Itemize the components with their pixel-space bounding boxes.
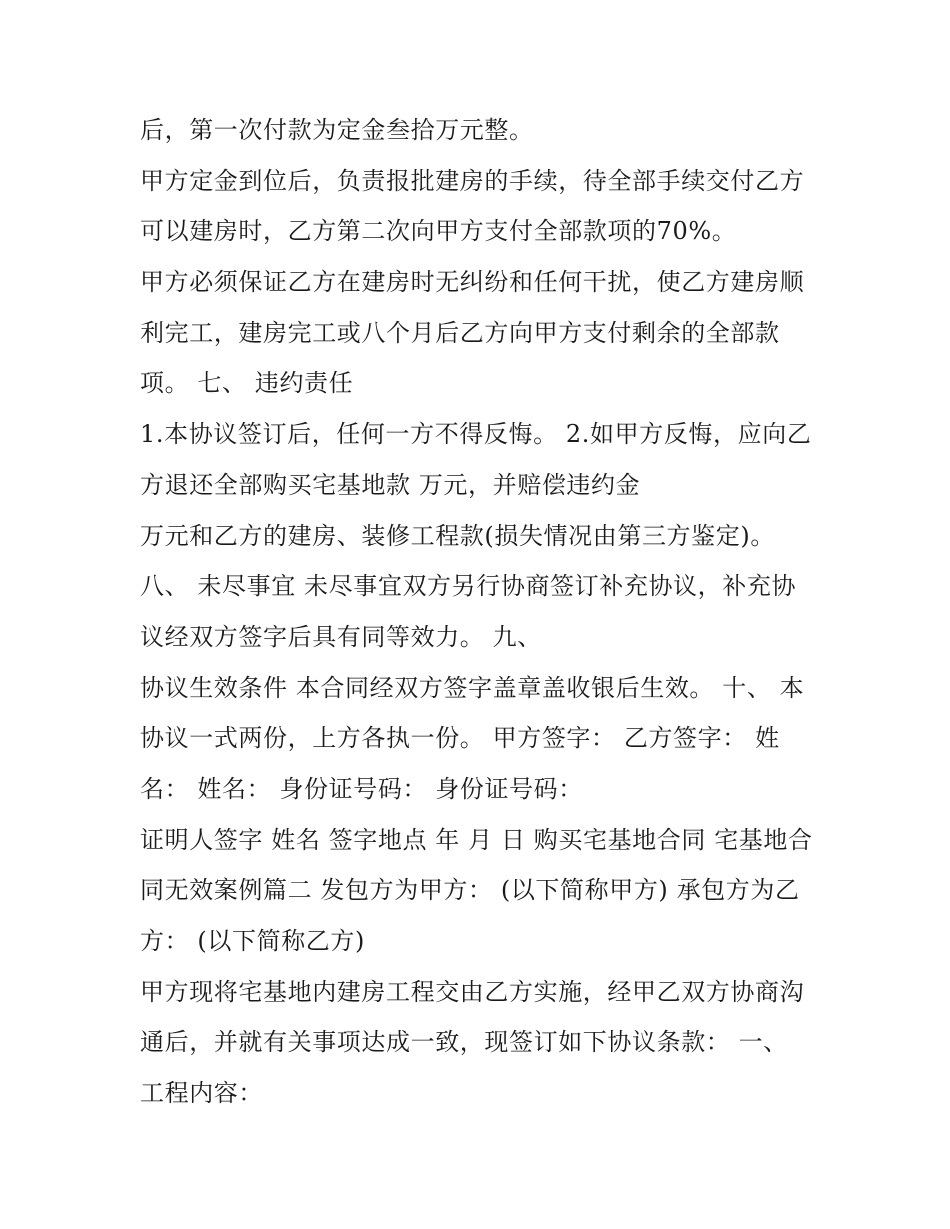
text-line: 甲方定金到位后，负责报批建房的手续，待全部手续交付乙方 (140, 166, 805, 195)
text-line: 通后，并就有关事项达成一致，现签订如下协议条款： 一、 (140, 1028, 788, 1057)
text-line: 协议生效条件 本合同经双方签字盖章盖收银后生效。 十、 本 (140, 673, 805, 702)
text-line: 同无效案例篇二 发包方为甲方： (以下简称甲方) 承包方为乙 (140, 876, 800, 905)
text-line: 后，第一次付款为定金叁拾万元整。 (140, 116, 534, 144)
text-line: 证明人签字 姓名 签字地点 年 月 日 购买宅基地合同 宅基地合 (140, 825, 813, 854)
text-line: 甲方必须保证乙方在建房时无纠纷和任何干扰，使乙方建房顺 (140, 268, 805, 297)
text-line: 利完工，建房完工或八个月后乙方向甲方支付剩余的全部款 (140, 318, 780, 347)
text-line: 八、 未尽事宜 未尽事宜双方另行协商签订补充协议，补充协 (140, 572, 797, 601)
text-line: 工程内容： (140, 1079, 263, 1108)
text-line: 可以建房时，乙方第二次向甲方支付全部款项的70%。 (140, 217, 737, 246)
text-line: 项。 七、 违约责任 (140, 369, 354, 398)
text-line: 1.本协议签订后，任何一方不得反悔。 2.如甲方反悔，应向乙 (140, 420, 812, 449)
text-line: 议经双方签字后具有同等效力。 九、 (140, 622, 542, 651)
document-body (140, 109, 830, 1123)
text-line: 甲方现将宅基地内建房工程交由乙方实施，经甲乙双方协商沟 (140, 977, 805, 1006)
text-line: 方： (以下简称乙方) (140, 927, 365, 955)
text-line: 协议一式两份，上方各执一份。 甲方签字： 乙方签字： 姓 (140, 724, 780, 753)
text-line: 名： 姓名： 身份证号码： 身份证号码： (140, 774, 583, 803)
text-line: 万元和乙方的建房、装修工程款(损失情况由第三方鉴定)。 (140, 521, 775, 550)
text-line: 方退还全部购买宅基地款 万元，并赔偿违约金 (140, 470, 641, 499)
